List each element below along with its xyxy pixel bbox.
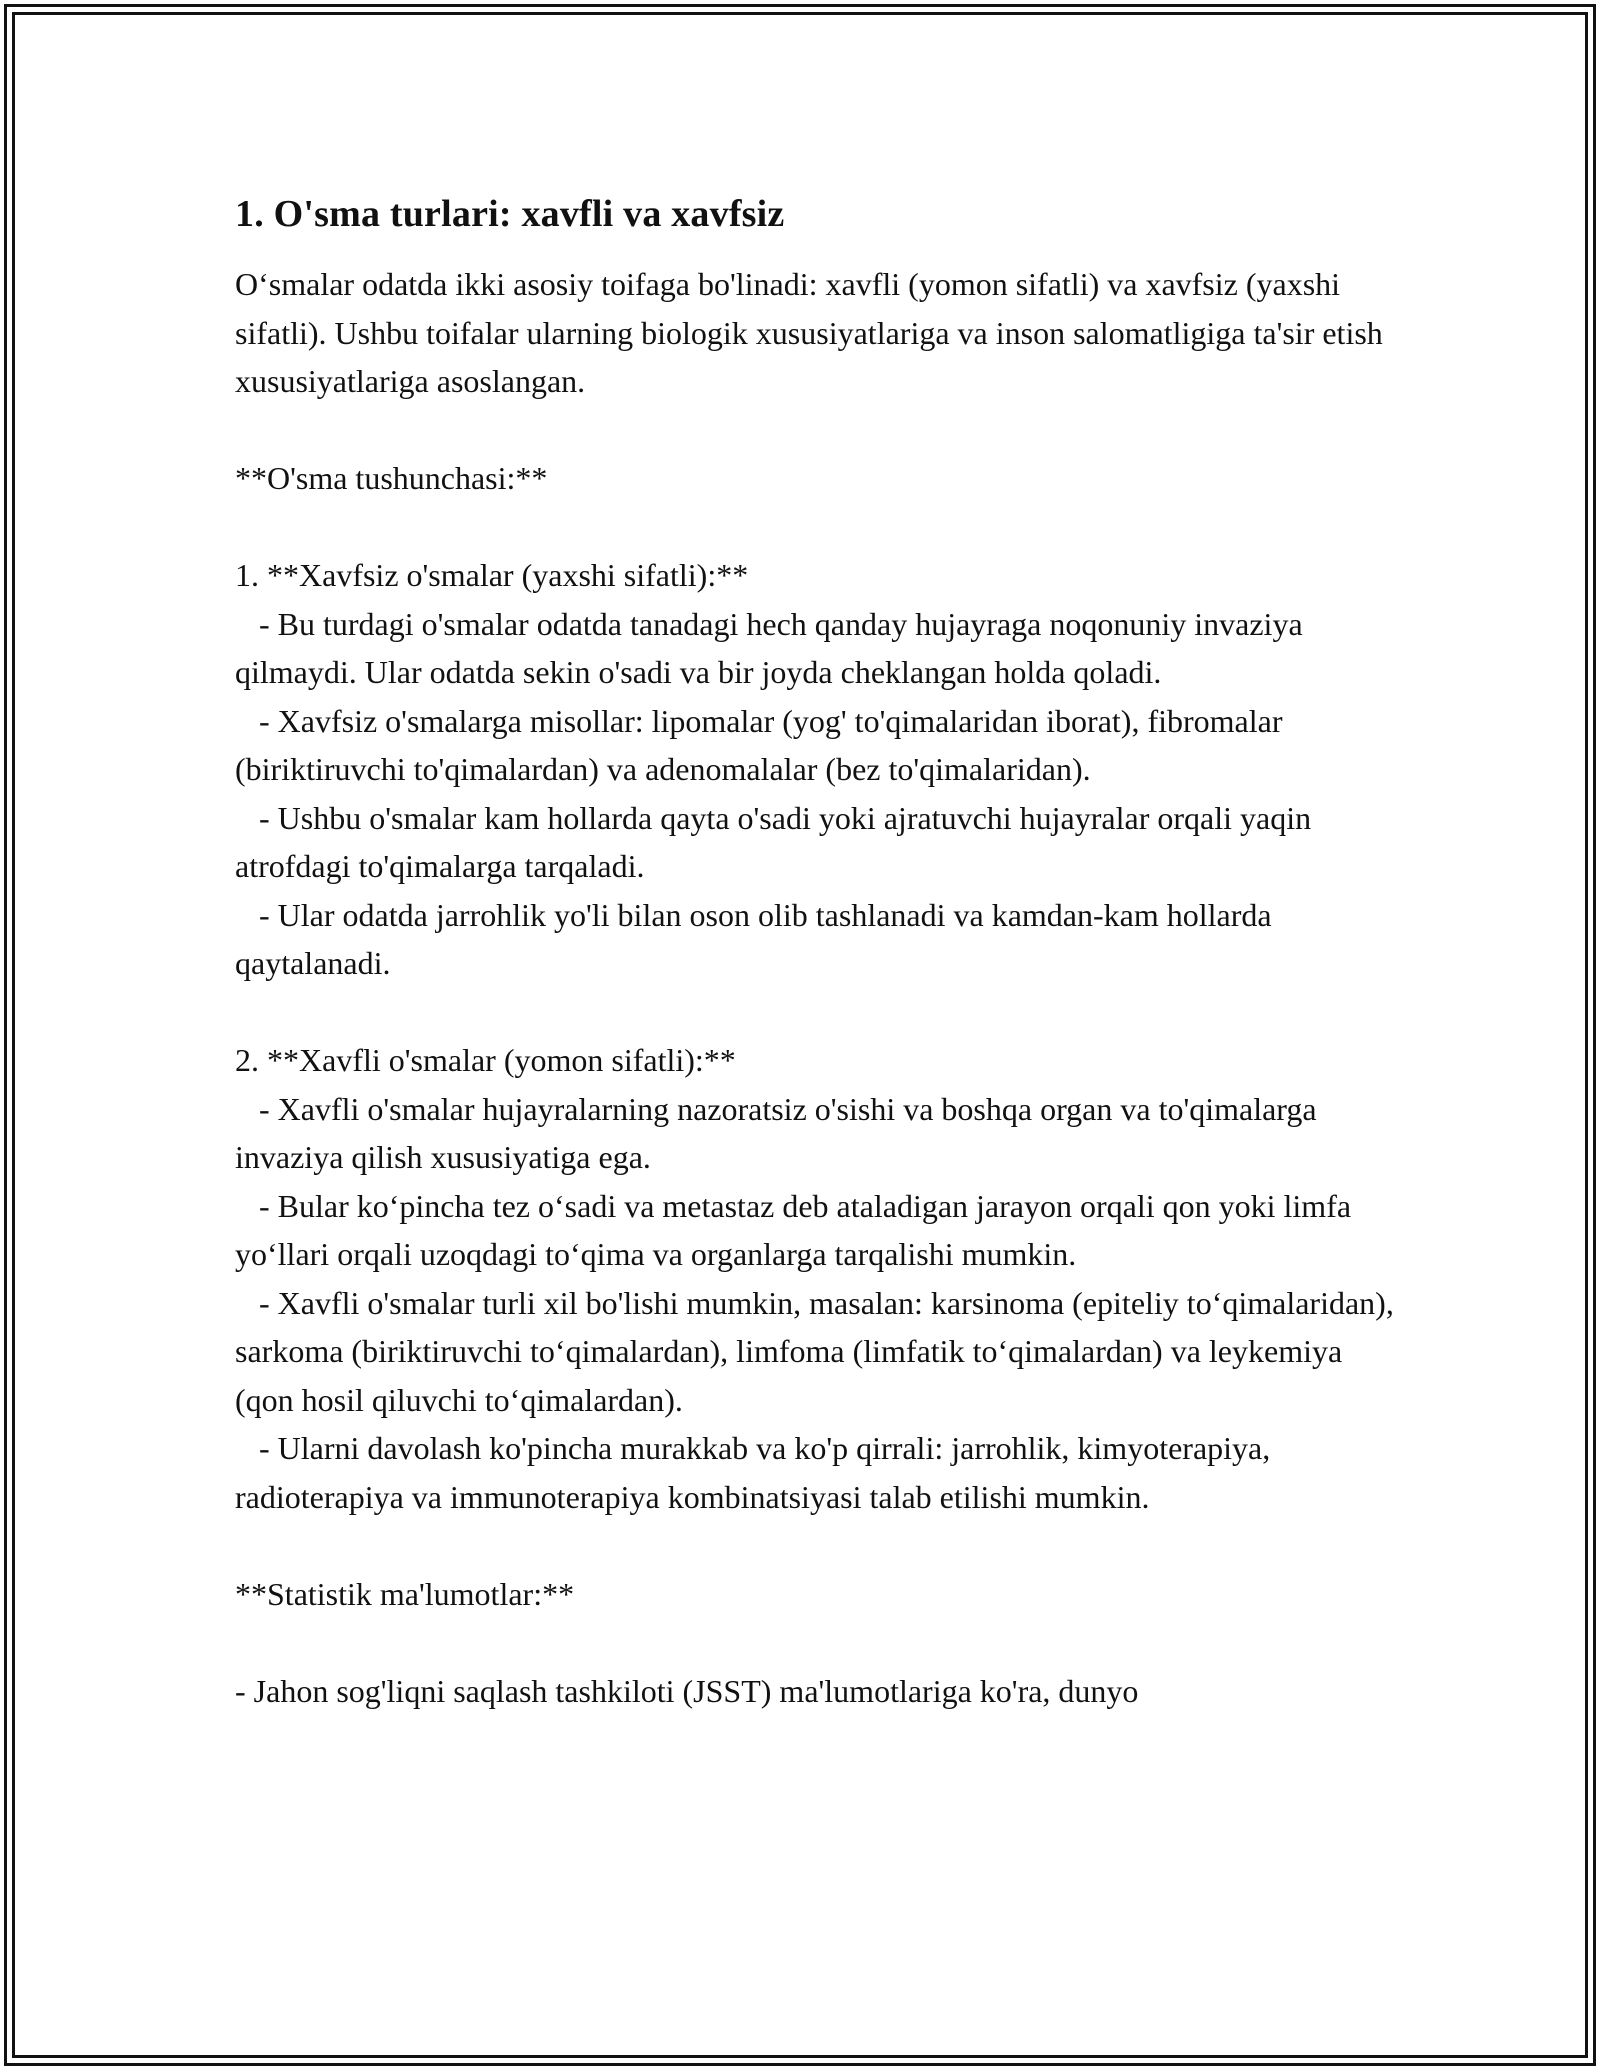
blank-line xyxy=(235,503,1395,552)
document-content xyxy=(235,190,1402,1715)
malignant-item: - Ularni davolash ko'pincha murakkab va ko'p qirrali: jarrohlik, kimyoterapiya, radioterapiya va immunoterapiya kombinatsiyasi talab etilishi mumkin. xyxy=(235,1430,1279,1515)
blank-line xyxy=(235,406,1395,455)
malignant-heading: 2. **Xavfli o'smalar (yomon sifatli):** xyxy=(235,1042,736,1078)
benign-item: - Ular odatda jarrohlik yo'li bilan oson olib tashlanadi va kamdan-kam hollarda qaytalanadi. xyxy=(235,896,1280,981)
malignant-item: - Xavfli o'smalar turli xil bo'lishi mumkin, masalan: karsinoma (epiteliy to‘qimalaridan), sarkoma (biriktiruvchi to‘qimalardan), limfoma (limfatik to‘qimalardan) va leykemiya (qon hosil qiluvchi to‘qimalardan). xyxy=(235,1284,1402,1418)
document-body xyxy=(235,260,1402,1715)
blank-line xyxy=(235,988,1395,1037)
document-title: 1. O'sma turlari: xavfli va xavfsiz xyxy=(235,193,785,235)
intro-paragraph: O‘smalar odatda ikki asosiy toifaga bo'linadi: xavfli (yomon sifatli) va xavfsiz (yaxshi sifatli). Ushbu toifalar ularning biologik xususiyatlariga va inson salomatligiga ta'sir etish xususiyatlariga asoslangan. xyxy=(235,266,1391,399)
malignant-item: - Bular ko‘pincha tez o‘sadi va metastaz deb ataladigan jarayon orqali qon yoki limfa yo‘llari orqali uzoqdagi to‘qima va organlarga tarqalishi mumkin. xyxy=(235,1187,1360,1272)
blank-line xyxy=(235,1521,1395,1570)
benign-item: - Ushbu o'smalar kam hollarda qayta o'sadi yoki ajratuvchi hujayralar orqali yaqin atrofdagi to'qimalarga tarqaladi. xyxy=(235,799,1320,884)
stats-line: - Jahon sog'liqni saqlash tashkiloti (JSST) ma'lumotlariga ko'ra, dunyo xyxy=(235,1672,1139,1709)
malignant-item: - Xavfli o'smalar hujayralarning nazoratsiz o'sishi va boshqa organ va to'qimalarga invaziya qilish xususiyatiga ega. xyxy=(235,1090,1325,1175)
concept-heading: **O'sma tushunchasi:** xyxy=(235,460,548,496)
benign-item: - Bu turdagi o'smalar odatda tanadagi hech qanday hujayraga noqonuniy invaziya qilmaydi. Ular odatda sekin o'sadi va bir joyda cheklangan holda qoladi. xyxy=(235,605,1311,690)
benign-item: - Xavfsiz o'smalarga misollar: lipomalar (yog' to'qimalaridan iborat), fibromalar (biriktiruvchi to'qimalardan) va adenomalalar (bez to'qimalaridan). xyxy=(235,702,1291,787)
stats-heading: **Statistik ma'lumotlar:** xyxy=(235,1575,575,1612)
benign-heading: 1. **Xavfsiz o'smalar (yaxshi sifatli):** xyxy=(235,557,749,593)
blank-line xyxy=(235,1618,1395,1667)
